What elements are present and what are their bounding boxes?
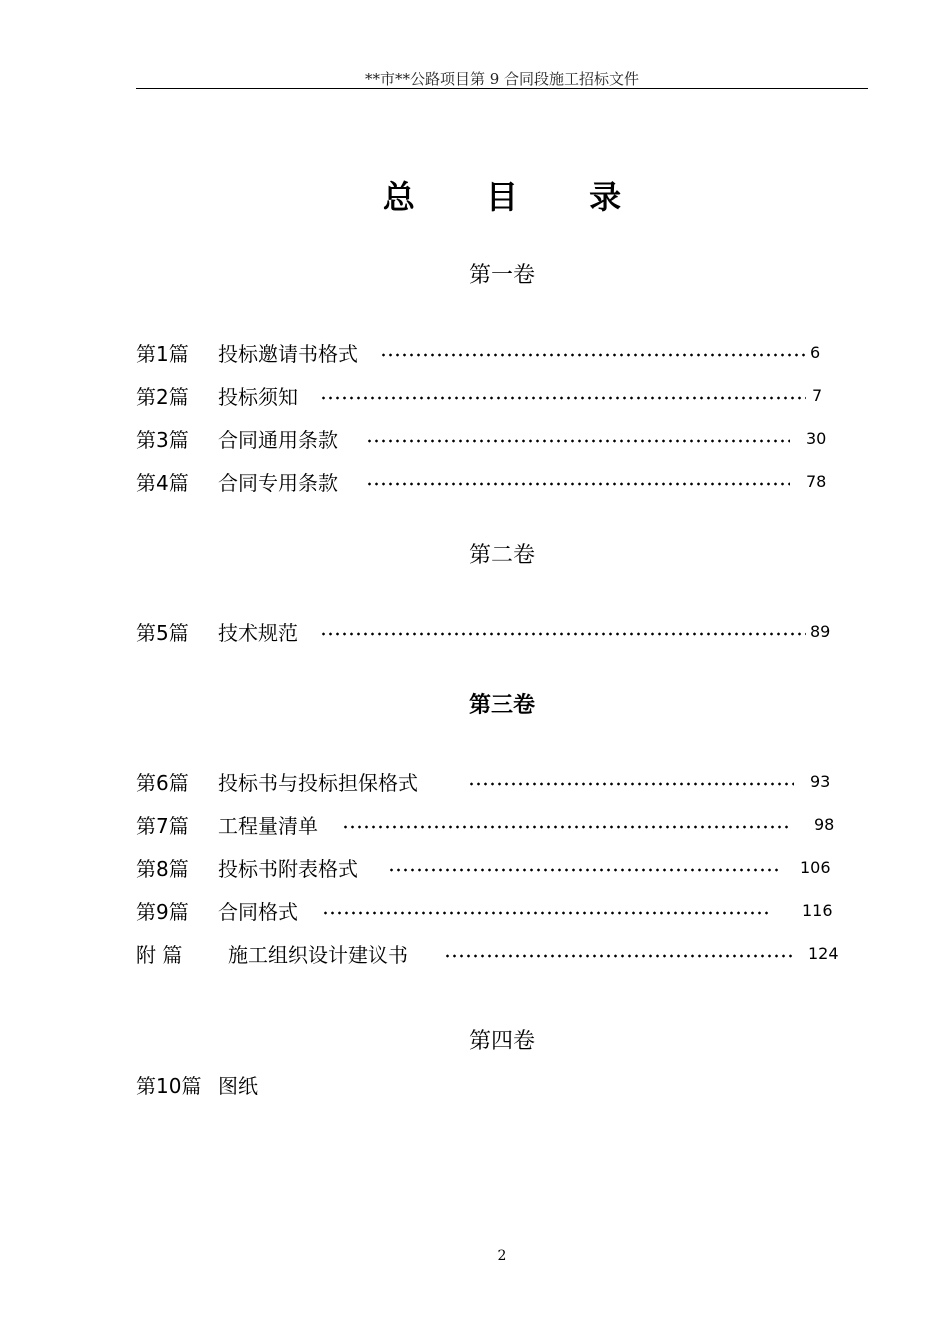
toc-page: 98	[814, 815, 835, 834]
toc-page: 124	[808, 944, 839, 963]
toc-page: 116	[802, 901, 833, 920]
toc-page: 6	[810, 343, 821, 362]
running-header: **市**公路项目第 9 合同段施工招标文件	[364, 70, 640, 88]
dot-leader	[342, 825, 788, 829]
toc-part: 第3篇	[136, 428, 189, 452]
title-char: 目	[485, 178, 518, 216]
page-title	[0, 172, 950, 218]
toc-title: 图纸	[218, 1074, 258, 1098]
title-char: 总	[382, 178, 415, 216]
dot-leader	[322, 911, 770, 915]
toc-page: 93	[810, 772, 831, 791]
toc-title: 合同专用条款	[218, 471, 338, 495]
toc-part: 第2篇	[136, 385, 189, 409]
toc-title: 投标书附表格式	[218, 857, 358, 881]
dot-leader	[366, 439, 790, 443]
toc-part: 第6篇	[136, 771, 189, 795]
dot-leader	[366, 482, 790, 486]
toc-title: 技术规范	[218, 621, 298, 645]
volume-heading-1: 第一卷	[468, 263, 535, 288]
toc-part: 第7篇	[136, 814, 189, 838]
toc-part: 第10篇	[136, 1074, 202, 1098]
toc-part: 第1篇	[136, 342, 189, 366]
toc-page: 78	[806, 472, 827, 491]
toc-part: 第5篇	[136, 621, 189, 645]
toc-page: 106	[800, 858, 831, 877]
toc-title: 合同格式	[218, 900, 298, 924]
toc-title: 投标书与投标担保格式	[218, 771, 418, 795]
dot-leader	[320, 396, 806, 400]
toc-part: 第8篇	[136, 857, 189, 881]
toc-title: 工程量清单	[218, 814, 318, 838]
toc-page: 7	[812, 386, 823, 405]
dot-leader	[320, 632, 806, 636]
title-char: 录	[589, 178, 622, 216]
volume-heading-2: 第二卷	[468, 543, 535, 568]
toc-title: 投标须知	[218, 385, 298, 409]
dot-leader	[388, 868, 778, 872]
toc-part: 第4篇	[136, 471, 189, 495]
page-number: 2	[497, 1248, 507, 1264]
dot-leader	[380, 353, 806, 357]
dot-leader	[444, 954, 796, 958]
toc-part: 第9篇	[136, 900, 189, 924]
toc-page: 89	[810, 622, 831, 641]
toc-title: 投标邀请书格式	[218, 342, 358, 366]
volume-heading-3: 第三卷	[468, 693, 535, 718]
toc-page: 30	[806, 429, 827, 448]
toc-title: 合同通用条款	[218, 428, 338, 452]
toc-title: 施工组织设计建议书	[228, 943, 408, 967]
volume-heading-4: 第四卷	[468, 1029, 535, 1054]
toc-part: 附 篇	[136, 943, 183, 967]
dot-leader	[468, 782, 794, 786]
header-rule	[136, 88, 868, 89]
